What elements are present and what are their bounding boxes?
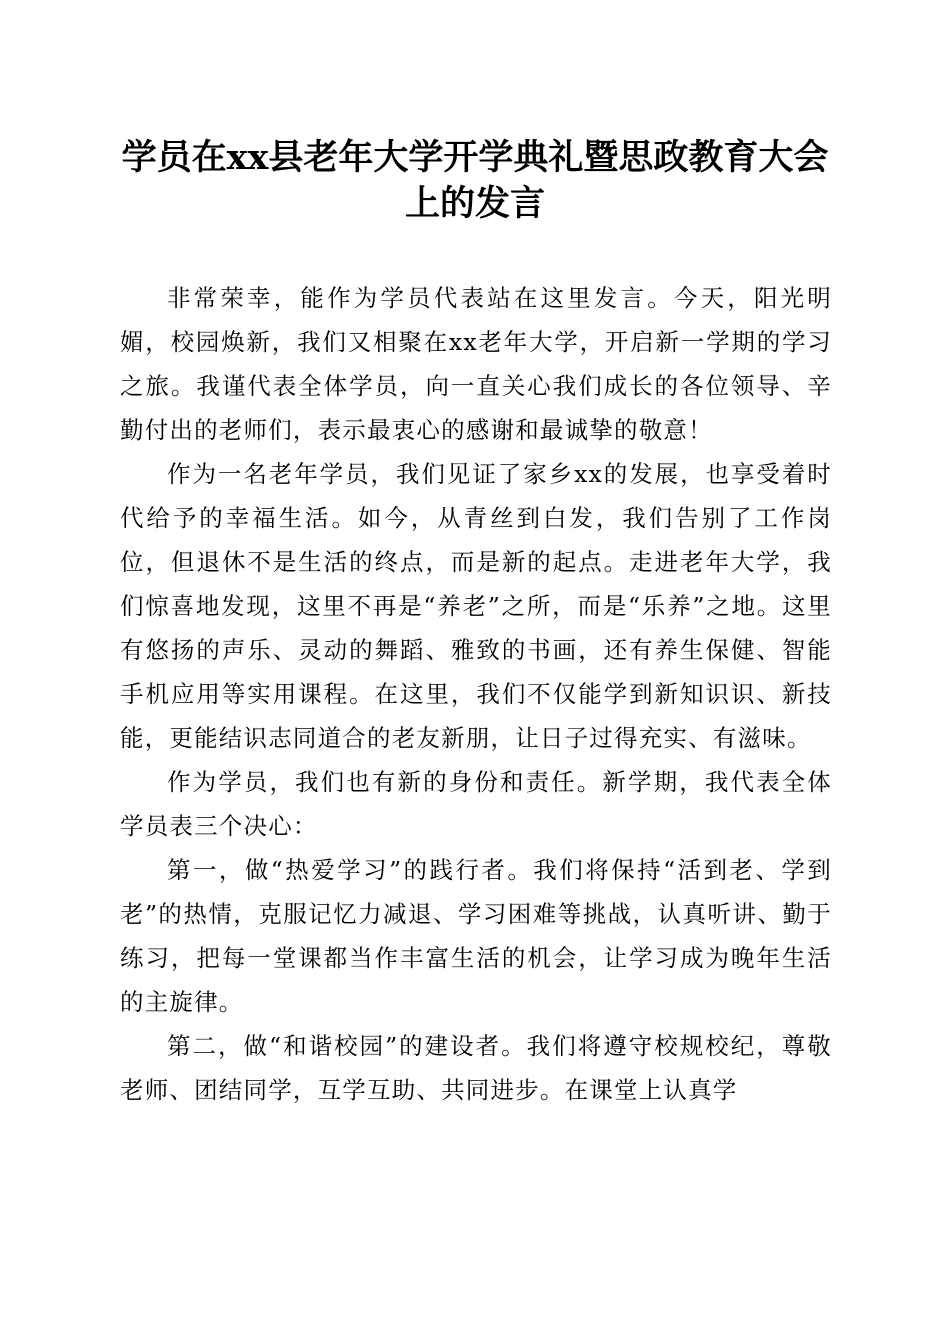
- paragraph-resolution-one: 第一，做“热爱学习”的践行者。我们将保持“活到老、学到老”的热情，克服记忆力减退、学习困难等挑战，认真听讲、勤于练习，把每一堂课都当作丰富生活的机会，让学习成为晚年生活的主旋律。: [120, 856, 832, 1016]
- document-title: 学员在xx县老年大学开学典礼暨思政教育大会上的发言: [121, 137, 829, 224]
- paragraph-background: 作为一名老年学员，我们见证了家乡xx的发展，也享受着时代给予的幸福生活。如今，从青丝到白发，我们告别了工作岗位，但退休不是生活的终点，而是新的起点。走进老年大学，我们惊喜地发现，这里不再是“养老”之所，而是“乐养”之地。这里有悠扬的声乐、灵动的舞蹈、雅致的书画，还有养生保健、智能手机应用等实用课程。在这里，我们不仅能学到新知识识、新技能，更能结识志同道合的老友新朋，让日子过得充实、有滋味。: [120, 460, 832, 752]
- paragraph-resolutions-intro: 作为学员，我们也有新的身份和责任。新学期，我代表全体学员表三个决心：: [120, 768, 832, 840]
- paragraph-opening: 非常荣幸，能作为学员代表站在这里发言。今天，阳光明媚，校园焕新，我们又相聚在xx老年大学，开启新一学期的学习之旅。我谨代表全体学员，向一直关心我们成长的各位领导、辛勤付出的老师们，表示最衷心的感谢和最诚挚的敬意！: [120, 284, 832, 444]
- paragraph-resolution-two: 第二，做“和谐校园”的建设者。我们将遵守校规校纪，尊敬老师、团结同学，互学互助、共同进步。在课堂上认真学: [120, 1032, 832, 1104]
- document-body: [120, 276, 832, 1112]
